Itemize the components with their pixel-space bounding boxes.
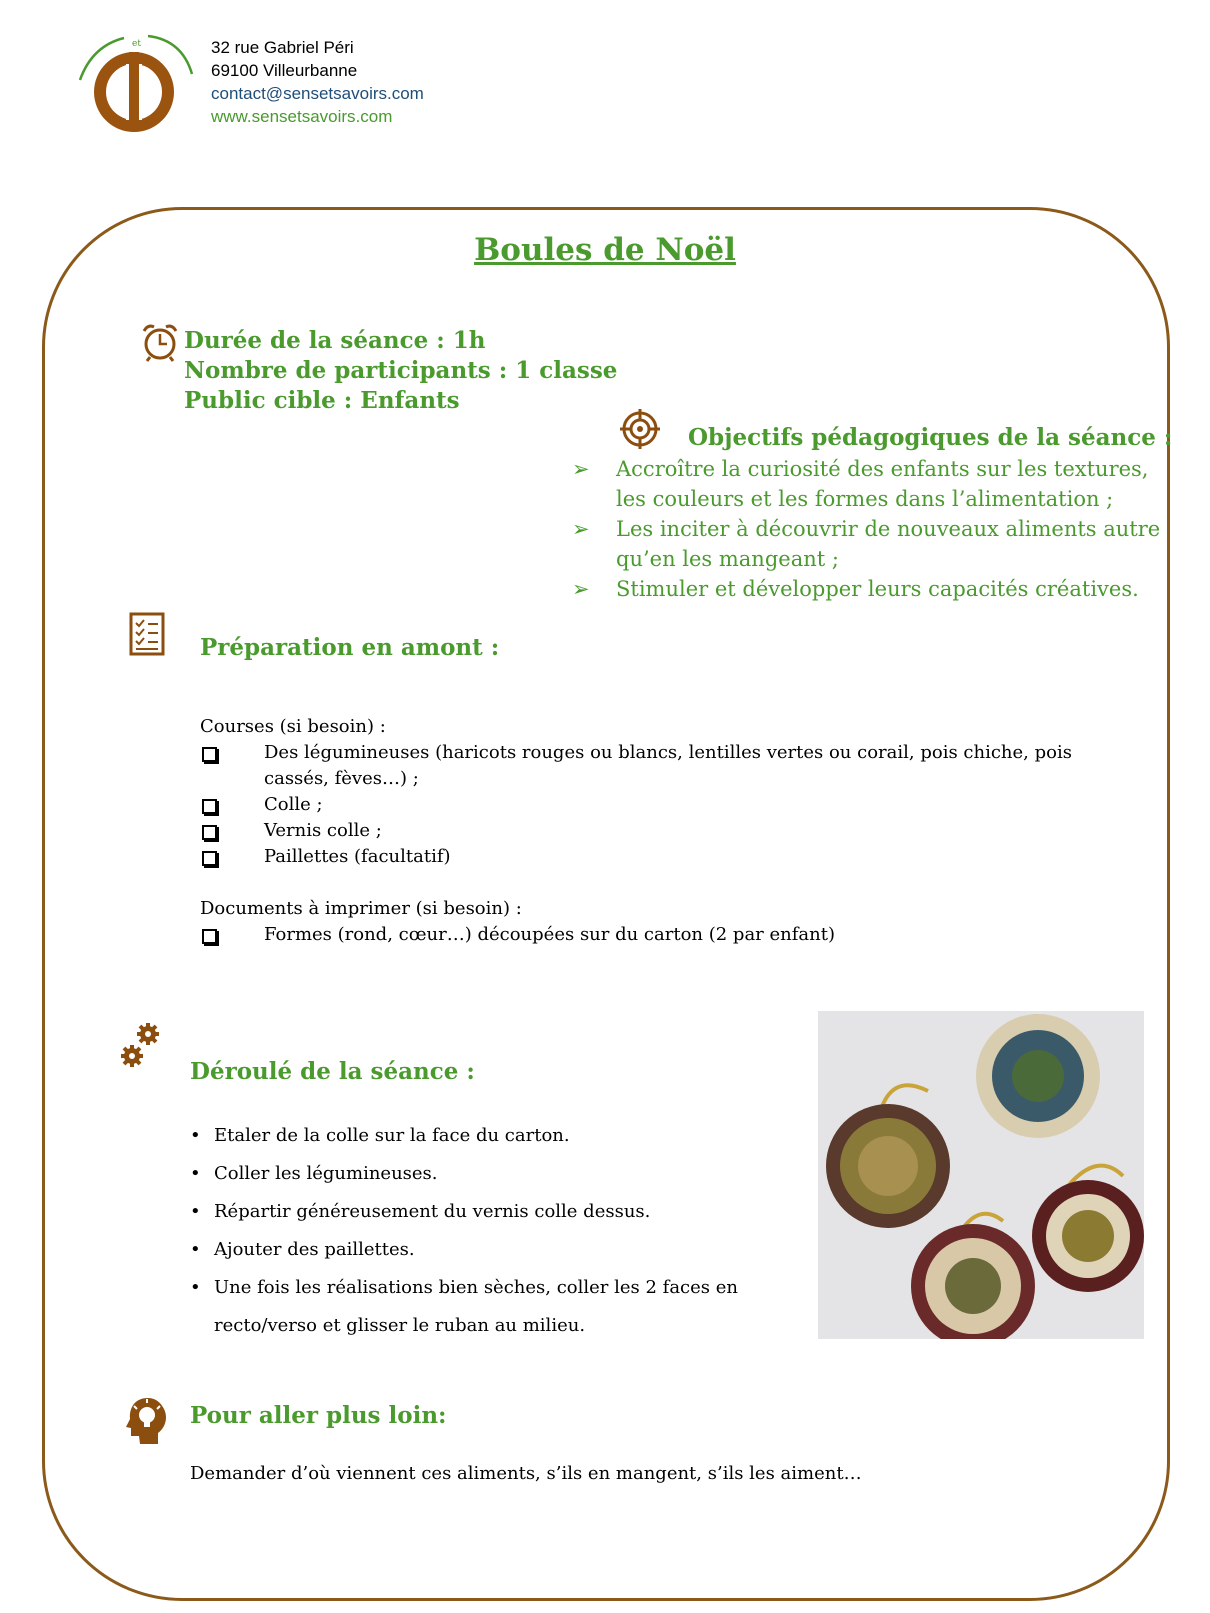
checkbox-icon <box>202 747 217 762</box>
shopping-item: Des légumineuses (haricots rouges ou blancs, lentilles vertes ou corail, pois chiche, pois cassés, fèves…) ; <box>200 740 1100 792</box>
lightbulb-head-icon <box>126 1395 170 1445</box>
alarm-clock-icon <box>141 322 179 362</box>
company-logo <box>72 22 200 138</box>
further-text: Demander d’où viennent ces aliments, s’ils en mangent, s’ils les aiment… <box>190 1463 862 1484</box>
shopping-label: Courses (si besoin) : <box>200 716 386 737</box>
step-item: • Ajouter des paillettes. <box>190 1231 760 1269</box>
checkbox-icon <box>202 825 217 840</box>
participant-count: Nombre de participants : 1 classe <box>184 357 618 384</box>
shopping-item: Vernis colle ; <box>200 818 1100 844</box>
checkbox-icon <box>202 929 217 944</box>
arrow-bullet-icon: ➢ <box>572 457 590 481</box>
preparation-title: Préparation en amont : <box>200 634 500 661</box>
arrow-bullet-icon: ➢ <box>572 577 590 601</box>
objective-item: ➢ Les inciter à découvrir de nouveaux aliments autre qu’en les mangeant ; <box>570 514 1170 574</box>
address-line-1: 32 rue Gabriel Péri <box>211 38 354 57</box>
shopping-item: Colle ; <box>200 792 1100 818</box>
step-item: • Une fois les réalisations bien sèches, coller les 2 faces en recto/verso et glisser le ruban au milieu. <box>190 1269 760 1345</box>
bullet-icon: • <box>190 1125 201 1146</box>
logo-text <box>0 0 1 1</box>
bullet-icon: • <box>190 1163 201 1184</box>
contact-email[interactable]: contact@sensetsavoirs.com <box>211 84 424 103</box>
website-link[interactable]: www.sensetsavoirs.com <box>211 107 393 126</box>
checklist-icon <box>128 611 166 657</box>
address-line-2: 69100 Villeurbanne <box>211 61 358 80</box>
page-title: Boules de Noël <box>474 232 736 268</box>
document-item: Formes (rond, cœur…) découpées sur du carton (2 par enfant) <box>200 922 1100 948</box>
further-title: Pour aller plus loin: <box>190 1402 447 1429</box>
documents-label: Documents à imprimer (si besoin) : <box>200 898 522 919</box>
ornaments-photo <box>818 1011 1144 1339</box>
target-audience: Public cible : Enfants <box>184 387 460 414</box>
session-steps <box>190 1117 760 1345</box>
objective-item: ➢ Stimuler et développer leurs capacités créatives. <box>570 574 1170 604</box>
target-icon <box>618 407 662 451</box>
bullet-icon: • <box>190 1277 201 1298</box>
gears-icon <box>120 1022 164 1070</box>
bullet-icon: • <box>190 1201 201 1222</box>
objectives-title: Objectifs pédagogiques de la séance : <box>688 424 1173 451</box>
session-duration: Durée de la séance : 1h <box>184 327 486 354</box>
bullet-icon: • <box>190 1239 201 1260</box>
arrow-bullet-icon: ➢ <box>572 517 590 541</box>
session-title: Déroulé de la séance : <box>190 1058 475 1085</box>
step-item: • Répartir généreusement du vernis colle dessus. <box>190 1193 760 1231</box>
step-item: • Coller les légumineuses. <box>190 1155 760 1193</box>
objectives-list <box>570 454 1170 604</box>
checkbox-icon <box>202 851 217 866</box>
step-item: • Etaler de la colle sur la face du carton. <box>190 1117 760 1155</box>
checkbox-icon <box>202 799 217 814</box>
svg-text:et: et <box>132 39 141 49</box>
shopping-item: Paillettes (facultatif) <box>200 844 1100 870</box>
objective-item: ➢ Accroître la curiosité des enfants sur les textures, les couleurs et les formes dans l’alimentation ; <box>570 454 1170 514</box>
